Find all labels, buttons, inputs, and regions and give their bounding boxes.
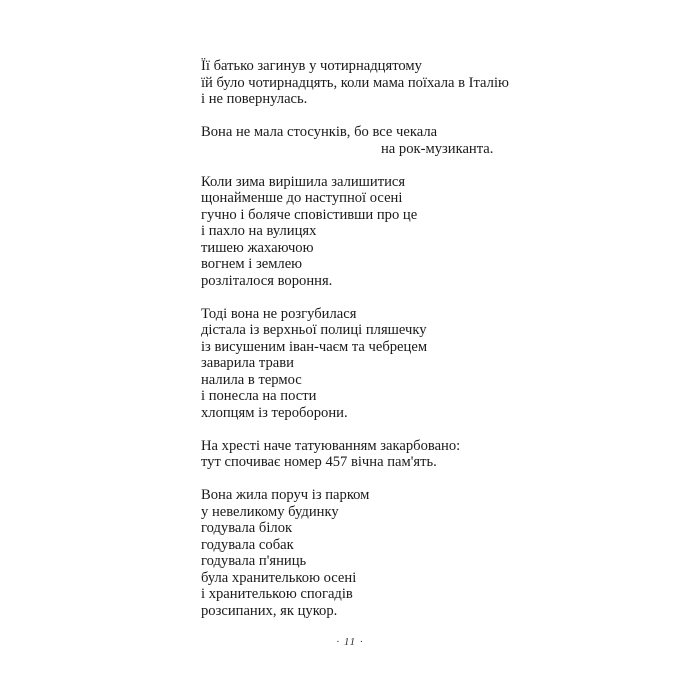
poem-line: гучно і боляче сповістивши про це — [201, 206, 418, 223]
page-number: · 11 · — [336, 636, 364, 648]
poem-line: і понесла на пости — [201, 388, 317, 404]
poem-line: Вона не мала стосунків, бо все чекала — [201, 124, 438, 140]
poem-line: і пахло на вулицях — [201, 223, 317, 239]
poem-stanza — [201, 487, 531, 619]
poem-line: годувала білок — [201, 520, 293, 536]
poem-line: вогнем і землею — [201, 256, 303, 272]
poem-line: у невеликому будинку — [201, 503, 339, 520]
poem-line: тишею жахаючою — [201, 239, 314, 256]
poem-line: хлопцям із тероборони. — [201, 404, 348, 421]
poem-body — [201, 58, 531, 636]
poem-line: налила в термос — [201, 371, 302, 388]
poem-line: Тоді вона не розгубилася — [201, 305, 357, 322]
poem-line: їй було чотирнадцять, коли мама поїхала в Італію — [201, 74, 509, 91]
poem-line: була хранителькою осені — [201, 569, 357, 586]
poem-line: і не повернулась. — [201, 91, 308, 107]
poem-stanza — [201, 124, 531, 157]
poem-stanza — [201, 438, 531, 471]
poem-line: На хресті наче татуюванням закарбовано: — [201, 437, 461, 454]
poem-line: Коли зима вирішила залишитися — [201, 173, 406, 190]
poem-line: щонайменше до наступної осені — [201, 190, 403, 206]
poem-line: розліталося вороння. — [201, 272, 333, 289]
poem-line: розсипаних, як цукор. — [201, 602, 338, 619]
poem-stanza — [201, 58, 531, 108]
poem-line: Її батько загинув у чотирнадцятому — [201, 58, 422, 74]
poem-line: тут спочиває номер 457 вічна пам'ять. — [201, 454, 437, 470]
poem-line: годувала п'яниць — [201, 553, 307, 569]
poem-line: дістала із верхньої полиці пляшечку — [201, 322, 427, 338]
poem-line: годувала собак — [201, 536, 294, 553]
poem-stanza — [201, 306, 531, 422]
poem-line: заварила трави — [201, 355, 294, 371]
poem-line: із висушеним іван-чаєм та чебрецем — [201, 338, 428, 355]
poem-line: Вона жила поруч із парком — [201, 487, 370, 503]
poem-line: на рок-музиканта. — [381, 140, 494, 157]
poem-stanza — [201, 174, 531, 290]
poem-line: і хранителькою спогадів — [201, 586, 353, 602]
